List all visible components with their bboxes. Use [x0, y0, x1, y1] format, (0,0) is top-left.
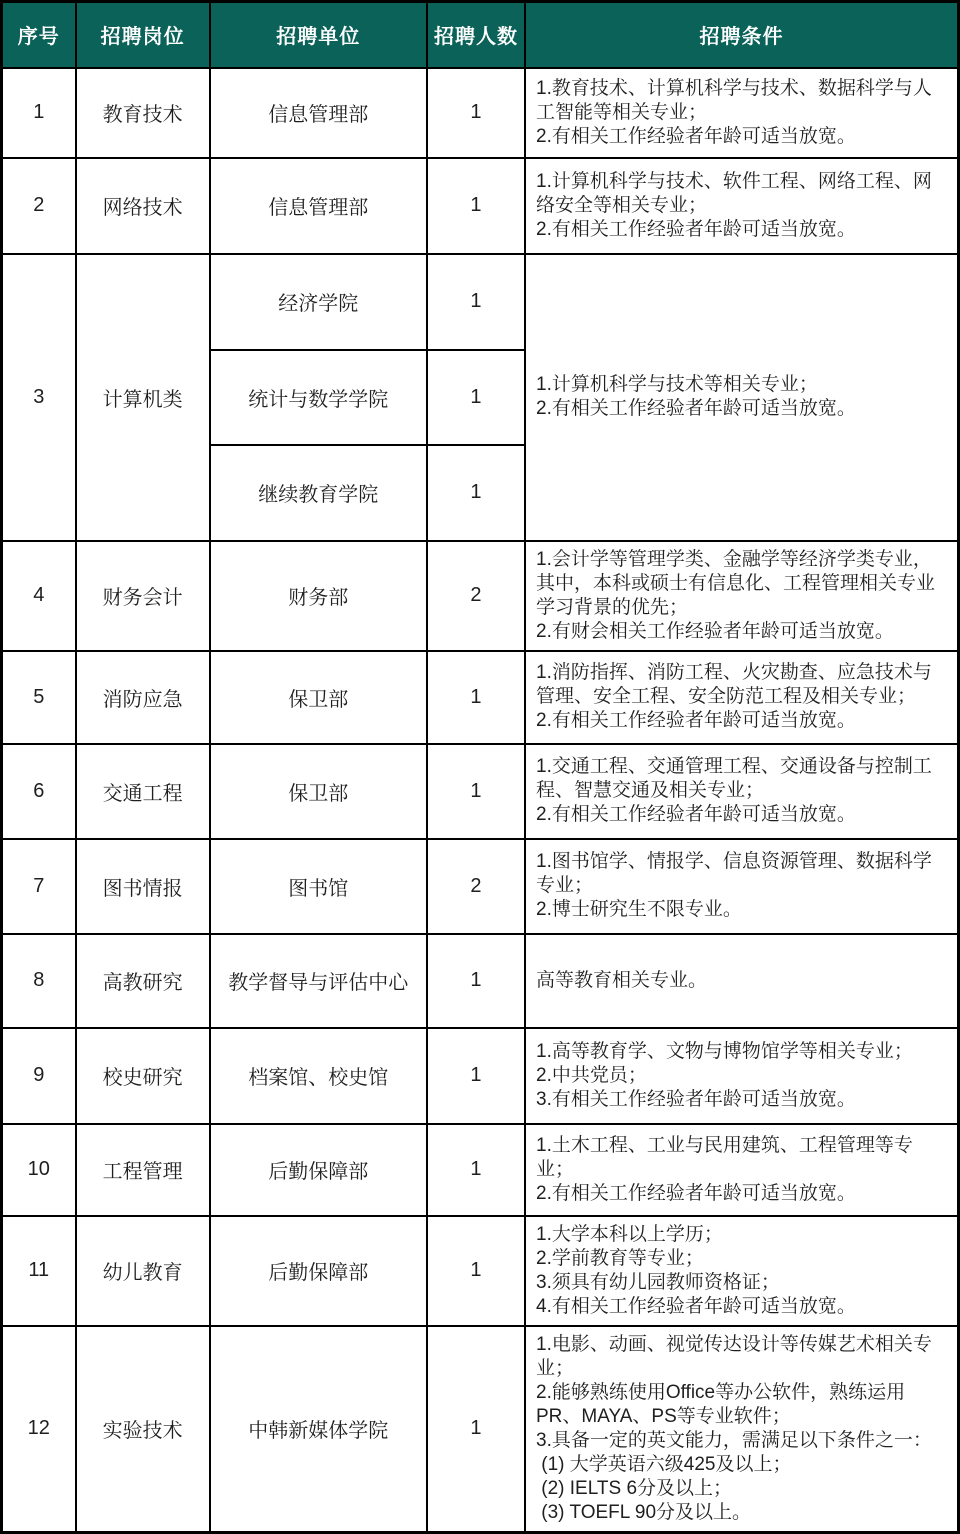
table-row	[2, 934, 959, 1028]
condition-line: 2.有财会相关工作经验者年龄可适当放宽。	[536, 620, 894, 642]
cell-count: 1	[427, 1028, 525, 1124]
table-row	[2, 651, 959, 744]
cell-position: 高教研究	[76, 934, 210, 1028]
cell-unit: 图书馆	[210, 839, 427, 934]
cell-unit: 保卫部	[210, 651, 427, 744]
cell-no: 8	[2, 934, 76, 1028]
table-row	[2, 254, 959, 350]
cell-count: 1	[427, 254, 525, 350]
cell-no: 4	[2, 541, 76, 651]
condition-line: 1.大学本科以上学历；	[536, 1223, 723, 1245]
cell-count: 1	[427, 68, 525, 158]
condition-line: 1.高等教育学、文物与博物馆学等相关专业；	[536, 1040, 913, 1062]
condition-line: 1.计算机科学与技术、软件工程、网络工程、网络安全等相关专业；	[536, 170, 932, 216]
cell-no: 9	[2, 1028, 76, 1124]
condition-line: 1.消防指挥、消防工程、火灾勘查、应急技术与管理、安全工程、安全防范工程及相关专业；	[536, 662, 932, 707]
header-row	[2, 2, 959, 68]
table-row	[2, 839, 959, 934]
header-cell-position: 招聘岗位	[76, 2, 210, 68]
condition-line: 2.有相关工作经验者年龄可适当放宽。	[536, 804, 856, 825]
condition-line: 1.计算机科学与技术等相关专业；	[536, 374, 818, 395]
condition-line: 2.中共党员；	[536, 1064, 647, 1086]
cell-no: 5	[2, 651, 76, 744]
cell-unit: 经济学院	[210, 254, 427, 350]
condition-line: 4.有相关工作经验者年龄可适当放宽。	[536, 1295, 856, 1317]
cell-conditions	[525, 1028, 959, 1124]
cell-count: 1	[427, 158, 525, 254]
cell-position: 校史研究	[76, 1028, 210, 1124]
table-row	[2, 158, 959, 254]
cell-unit: 信息管理部	[210, 158, 427, 254]
cell-conditions	[525, 254, 959, 541]
cell-no: 12	[2, 1326, 76, 1533]
header-cell-count: 招聘人数	[427, 2, 525, 68]
header-cell-unit: 招聘单位	[210, 2, 427, 68]
table-row	[2, 1216, 959, 1326]
cell-no: 10	[2, 1124, 76, 1216]
condition-line: 1.交通工程、交通管理工程、交通设备与控制工程、智慧交通及相关专业；	[536, 756, 932, 801]
cell-unit: 信息管理部	[210, 68, 427, 158]
condition-line: 2.能够熟练使用Office等办公软件，熟练运用PR、MAYA、PS等专业软件；	[536, 1381, 906, 1427]
condition-line: 3.有相关工作经验者年龄可适当放宽。	[536, 1088, 856, 1110]
cell-count: 2	[427, 839, 525, 934]
cell-position: 交通工程	[76, 744, 210, 839]
table-row	[2, 68, 959, 158]
cell-no: 1	[2, 68, 76, 158]
cell-conditions	[525, 839, 959, 934]
cell-count: 1	[427, 651, 525, 744]
cell-count: 1	[427, 1124, 525, 1216]
cell-unit: 保卫部	[210, 744, 427, 839]
cell-conditions	[525, 744, 959, 839]
condition-line: (3) TOEFL 90分及以上。	[536, 1501, 752, 1523]
condition-line: 3.须具有幼儿园教师资格证；	[536, 1271, 780, 1293]
cell-no: 11	[2, 1216, 76, 1326]
cell-conditions	[525, 158, 959, 254]
cell-unit: 继续教育学院	[210, 445, 427, 541]
table-row	[2, 744, 959, 839]
cell-count: 1	[427, 934, 525, 1028]
condition-line: 1.电影、动画、视觉传达设计等传媒艺术相关专业；	[536, 1333, 932, 1379]
condition-line: (1) 大学英语六级425及以上；	[536, 1453, 792, 1475]
cell-unit: 统计与数学学院	[210, 350, 427, 445]
table-row	[2, 1124, 959, 1216]
condition-line: 1.土木工程、工业与民用建筑、工程管理等专业；	[536, 1134, 913, 1180]
cell-position: 教育技术	[76, 68, 210, 158]
cell-position: 实验技术	[76, 1326, 210, 1533]
cell-unit: 财务部	[210, 541, 427, 651]
cell-count: 2	[427, 541, 525, 651]
cell-unit: 档案馆、校史馆	[210, 1028, 427, 1124]
cell-position: 计算机类	[76, 254, 210, 541]
cell-conditions	[525, 651, 959, 744]
cell-position: 财务会计	[76, 541, 210, 651]
cell-conditions	[525, 1124, 959, 1216]
table-row	[2, 1028, 959, 1124]
cell-position: 图书情报	[76, 839, 210, 934]
condition-line: 2.有相关工作经验者年龄可适当放宽。	[536, 1182, 856, 1204]
cell-position: 消防应急	[76, 651, 210, 744]
cell-position: 幼儿教育	[76, 1216, 210, 1326]
cell-unit: 教学督导与评估中心	[210, 934, 427, 1028]
cell-count: 1	[427, 350, 525, 445]
condition-line: 1.会计学等管理学类、金融学等经济学类专业，其中，本科或硕士有信息化、工程管理相关专业学习背景的优先；	[536, 548, 936, 618]
condition-line: 2.有相关工作经验者年龄可适当放宽。	[536, 125, 856, 147]
condition-line: 1.图书馆学、情报学、信息资源管理、数据科学专业；	[536, 851, 932, 896]
condition-line: 2.博士研究生不限专业。	[536, 899, 742, 920]
condition-line: 1.教育技术、计算机科学与技术、数据科学与人工智能等相关专业；	[536, 77, 932, 123]
table-row	[2, 541, 959, 651]
header-cell-no: 序号	[2, 2, 76, 68]
header-cell-conditions: 招聘条件	[525, 2, 959, 68]
cell-no: 2	[2, 158, 76, 254]
cell-no: 3	[2, 254, 76, 541]
cell-position: 工程管理	[76, 1124, 210, 1216]
cell-unit: 后勤保障部	[210, 1216, 427, 1326]
condition-line: 2.有相关工作经验者年龄可适当放宽。	[536, 710, 856, 731]
cell-unit: 中韩新媒体学院	[210, 1326, 427, 1533]
condition-line: (2) IELTS 6分及以上；	[536, 1477, 733, 1499]
cell-conditions	[525, 541, 959, 651]
cell-count: 1	[427, 1326, 525, 1533]
condition-line: 高等教育相关专业。	[536, 969, 708, 991]
cell-conditions	[525, 1216, 959, 1326]
cell-no: 6	[2, 744, 76, 839]
cell-count: 1	[427, 1216, 525, 1326]
table-row	[2, 1326, 959, 1533]
condition-line: 3.具备一定的英文能力，需满足以下条件之一：	[536, 1429, 932, 1451]
cell-count: 1	[427, 445, 525, 541]
cell-no: 7	[2, 839, 76, 934]
cell-conditions	[525, 68, 959, 158]
condition-line: 2.学前教育等专业；	[536, 1247, 704, 1269]
cell-position: 网络技术	[76, 158, 210, 254]
condition-line: 2.有相关工作经验者年龄可适当放宽。	[536, 218, 856, 240]
cell-conditions	[525, 934, 959, 1028]
cell-count: 1	[427, 744, 525, 839]
cell-conditions	[525, 1326, 959, 1533]
condition-line: 2.有相关工作经验者年龄可适当放宽。	[536, 398, 856, 419]
cell-unit: 后勤保障部	[210, 1124, 427, 1216]
